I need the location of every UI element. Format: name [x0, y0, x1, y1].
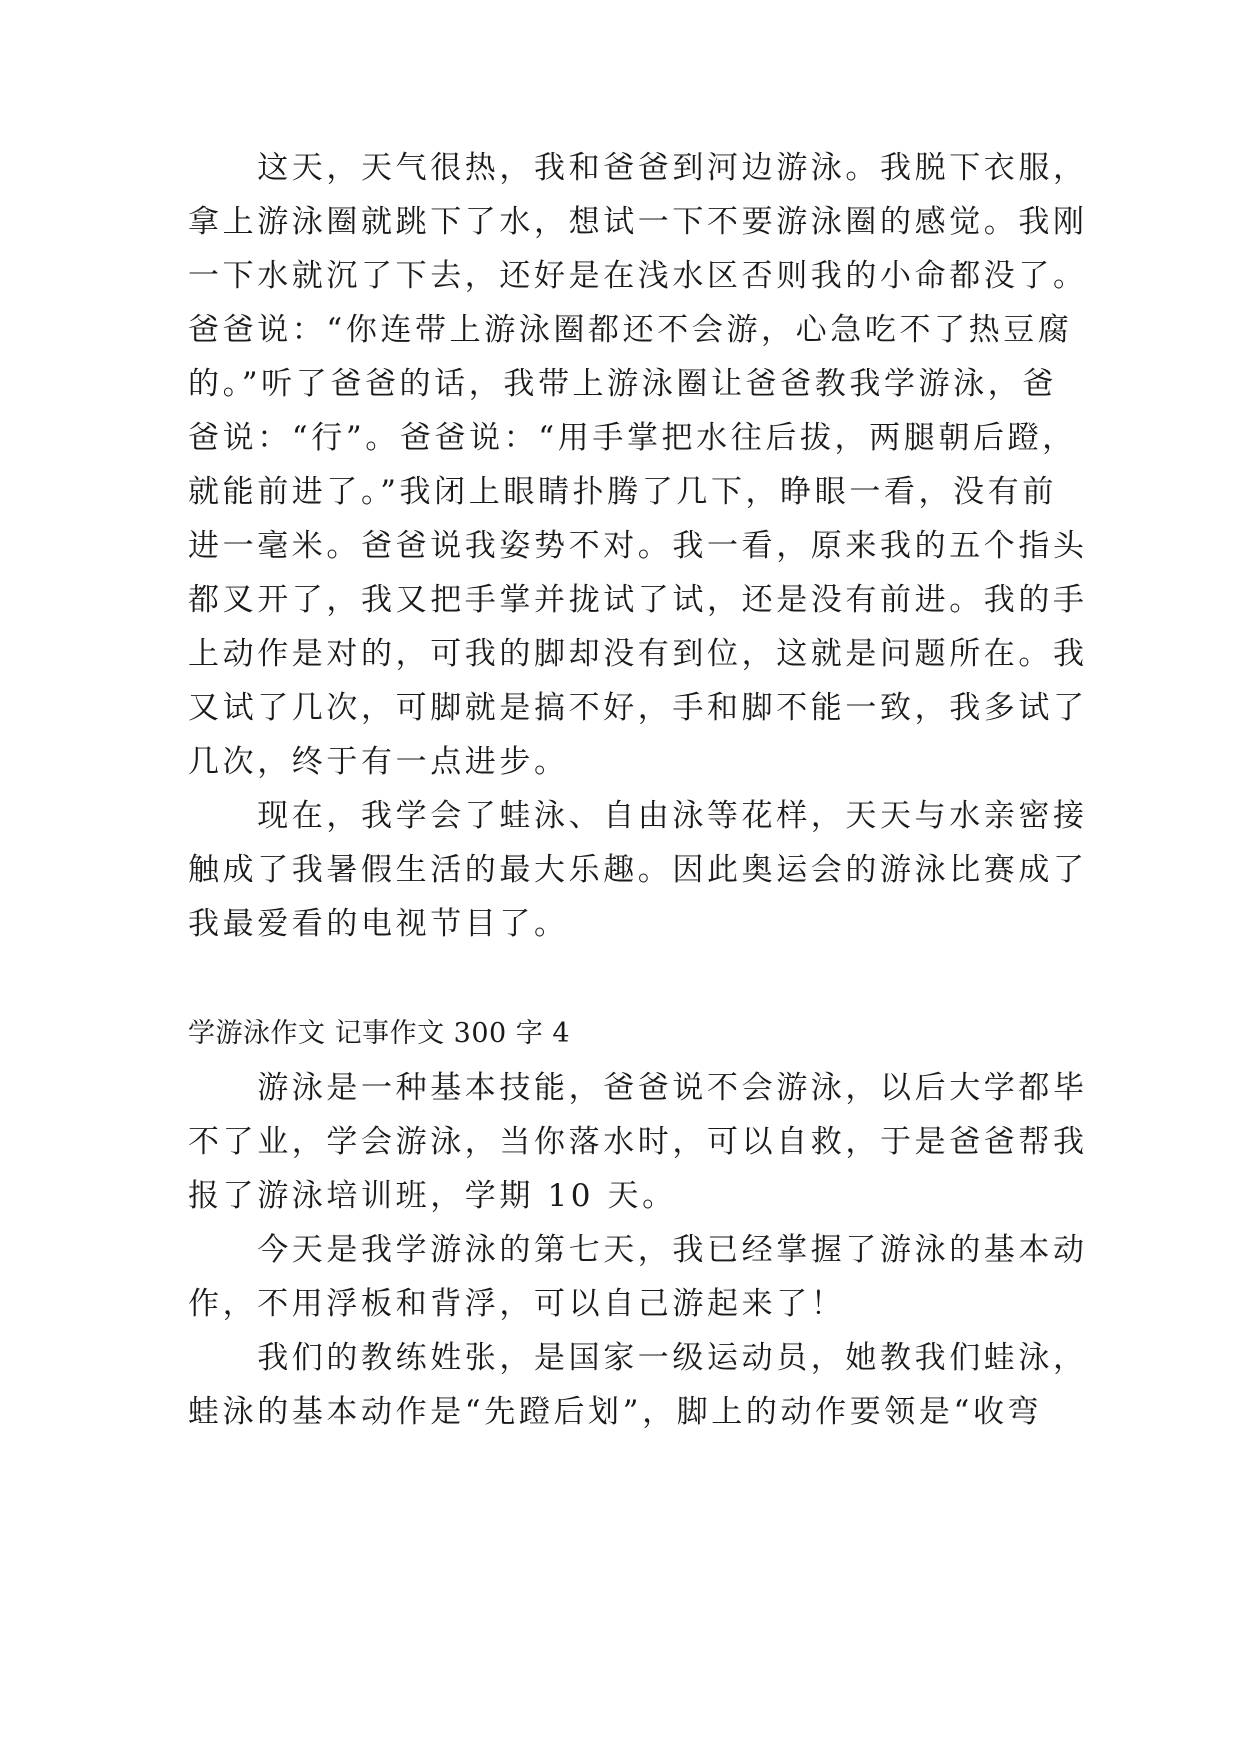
- paragraph-line: 这天，天气很热，我和爸爸到河边游泳。我脱下衣服，: [188, 150, 1088, 186]
- paragraph-line: 的。”听了爸爸的话，我带上游泳圈让爸爸教我学游泳，爸: [188, 366, 1057, 402]
- paragraph-line: 就能前进了。”我闭上眼睛扑腾了几下，睁眼一看，没有前: [188, 474, 1057, 510]
- paragraph-line: 爸爸说：“你连带上游泳圈都还不会游，心急吃不了热豆腐: [188, 312, 1073, 348]
- paragraph-line: 都叉开了，我又把手掌并拢试了试，还是没有前进。我的手: [188, 582, 1088, 618]
- paragraph-line: 蛙泳的基本动作是“先蹬后划”，脚上的动作要领是“收弯: [188, 1394, 1043, 1430]
- paragraph-line: 几次，终于有一点进步。: [188, 744, 569, 780]
- paragraph-line: 作，不用浮板和背浮，可以自己游起来了！: [188, 1286, 846, 1322]
- paragraph-line: 一下水就沉了下去，还好是在浅水区否则我的小命都没了。: [188, 258, 1088, 294]
- paragraph-line: 触成了我暑假生活的最大乐趣。因此奥运会的游泳比赛成了: [188, 852, 1088, 888]
- paragraph-line: 爸说：“行”。爸爸说：“用手掌把水往后拔，两腿朝后蹬，: [188, 420, 1077, 456]
- paragraph-line: 上动作是对的，可我的脚却没有到位，这就是问题所在。我: [188, 636, 1088, 672]
- paragraph-line: 今天是我学游泳的第七天，我已经掌握了游泳的基本动: [188, 1232, 1088, 1268]
- paragraph-line: 现在，我学会了蛙泳、自由泳等花样，天天与水亲密接: [188, 798, 1088, 834]
- paragraph-line: 进一毫米。爸爸说我姿势不对。我一看，原来我的五个指头: [188, 528, 1088, 564]
- paragraph-line: 我最爱看的电视节目了。: [188, 906, 569, 942]
- section-heading: 学游泳作文 记事作文 300 字 4: [188, 1018, 571, 1049]
- paragraph-line: 报了游泳培训班，学期 10 天。: [188, 1178, 677, 1214]
- paragraph-line: 游泳是一种基本技能，爸爸说不会游泳，以后大学都毕: [188, 1070, 1088, 1106]
- paragraph-line: 我们的教练姓张，是国家一级运动员，她教我们蛙泳，: [188, 1340, 1088, 1376]
- paragraph-line: 又试了几次，可脚就是搞不好，手和脚不能一致，我多试了: [188, 690, 1088, 726]
- paragraph-line: 拿上游泳圈就跳下了水，想试一下不要游泳圈的感觉。我刚: [188, 204, 1088, 240]
- paragraph-line: 不了业，学会游泳，当你落水时，可以自救，于是爸爸帮我: [188, 1124, 1088, 1160]
